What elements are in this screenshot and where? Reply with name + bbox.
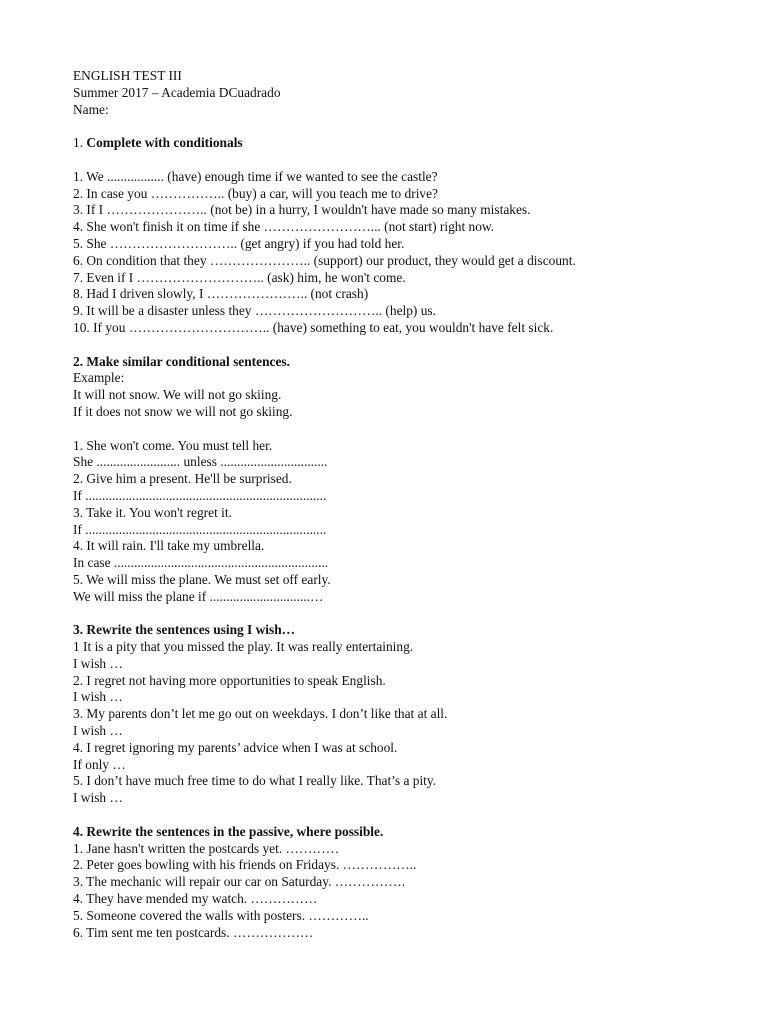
section-2-item: We will miss the plane if ..............................… — [73, 588, 324, 604]
example-line: It will not snow. We will not go skiing. — [73, 387, 282, 403]
section-3-item: 2. I regret not having more opportunities to speak English. — [73, 672, 386, 688]
section-1-item: 3. If I ………………….. (not be) in a hurry, I wouldn't have made so many mistakes. — [73, 202, 531, 218]
section-4-item: 5. Someone covered the walls with posters. ………….. — [73, 907, 369, 923]
section-1-item: 8. Had I driven slowly, I ………………….. (not crash) — [73, 286, 369, 302]
section-2-item: 4. It will rain. I'll take my umbrella. — [73, 538, 265, 554]
section-1-title: Complete with conditionals — [86, 135, 243, 151]
section-1-item: 10. If you ………………………….. (have) something to eat, you wouldn't have felt sick. — [73, 319, 554, 335]
section-4-item: 1. Jane hasn't written the postcards yet. ………… — [73, 840, 340, 856]
section-4-item: 2. Peter goes bowling with his friends on Fridays. …………….. — [73, 857, 417, 873]
section-4-item: 6. Tim sent me ten postcards. ……………… — [73, 924, 314, 940]
section-3-item: I wish … — [73, 790, 123, 806]
section-1-item: 1. We ................. (have) enough time if we wanted to see the castle? — [73, 168, 438, 184]
section-2-item: If ........................................................................ — [73, 487, 327, 503]
example-label: Example: — [73, 370, 125, 386]
section-2-item: In case ................................................................ — [73, 555, 329, 571]
test-subtitle: Summer 2017 – Academia DCuadrado — [73, 84, 281, 100]
name-label: Name: — [73, 101, 109, 117]
section-1-item: 9. It will be a disaster unless they ……………………….. (help) us. — [73, 303, 436, 319]
section-2-item: She ......................... unless ................................ — [73, 454, 328, 470]
section-3-item: I wish … — [73, 723, 123, 739]
section-4-heading: 4. Rewrite the sentences in the passive, where possible. — [73, 823, 384, 839]
section-3-number: 3 — [73, 622, 80, 638]
section-3-item: I wish … — [73, 655, 123, 671]
section-3-item: 3. My parents don’t let me go out on weekdays. I don’t like that at all. — [73, 706, 448, 722]
section-2-item: 1. She won't come. You must tell her. — [73, 437, 273, 453]
example-line: If it does not snow we will not go skiing. — [73, 403, 293, 419]
section-1-heading — [73, 135, 728, 152]
section-2-item: If ........................................................................ — [73, 521, 327, 537]
section-1-number: 1. — [73, 135, 84, 151]
section-3-item: 4. I regret ignoring my parents’ advice when I was at school. — [73, 739, 398, 755]
section-1-item: 4. She won't finish it on time if she ……………………... (not start) right now. — [73, 219, 495, 235]
section-2-item: 5. We will miss the plane. We must set off early. — [73, 571, 331, 587]
section-2-item: 2. Give him a present. He'll be surprised. — [73, 471, 292, 487]
section-2-item: 3. Take it. You won't regret it. — [73, 504, 232, 520]
section-2-heading: 2. Make similar conditional sentences. — [73, 353, 290, 369]
section-4-item: 4. They have mended my watch. …………… — [73, 891, 318, 907]
section-3-item: 5. I don’t have much free time to do what I really like. That’s a pity. — [73, 773, 437, 789]
section-1-item: 7. Even if I ……………………….. (ask) him, he won't come. — [73, 269, 406, 285]
section-3-item: 1 It is a pity that you missed the play. It was really entertaining. — [73, 639, 414, 655]
section-1-item: 2. In case you …………….. (buy) a car, will you teach me to drive? — [73, 185, 438, 201]
section-4-item: 3. The mechanic will repair our car on Saturday. ……………. — [73, 874, 406, 890]
section-3-title: . Rewrite the sentences using I wish… — [79, 622, 296, 638]
section-3-heading — [73, 622, 728, 639]
section-3-item: I wish … — [73, 689, 123, 705]
test-title: ENGLISH TEST III — [73, 68, 182, 83]
section-1-item: 5. She ……………………….. (get angry) if you had told her. — [73, 235, 405, 251]
section-1-item: 6. On condition that they ………………….. (support) our product, they would get a discount. — [73, 252, 576, 268]
section-3-item: If only … — [73, 756, 126, 772]
